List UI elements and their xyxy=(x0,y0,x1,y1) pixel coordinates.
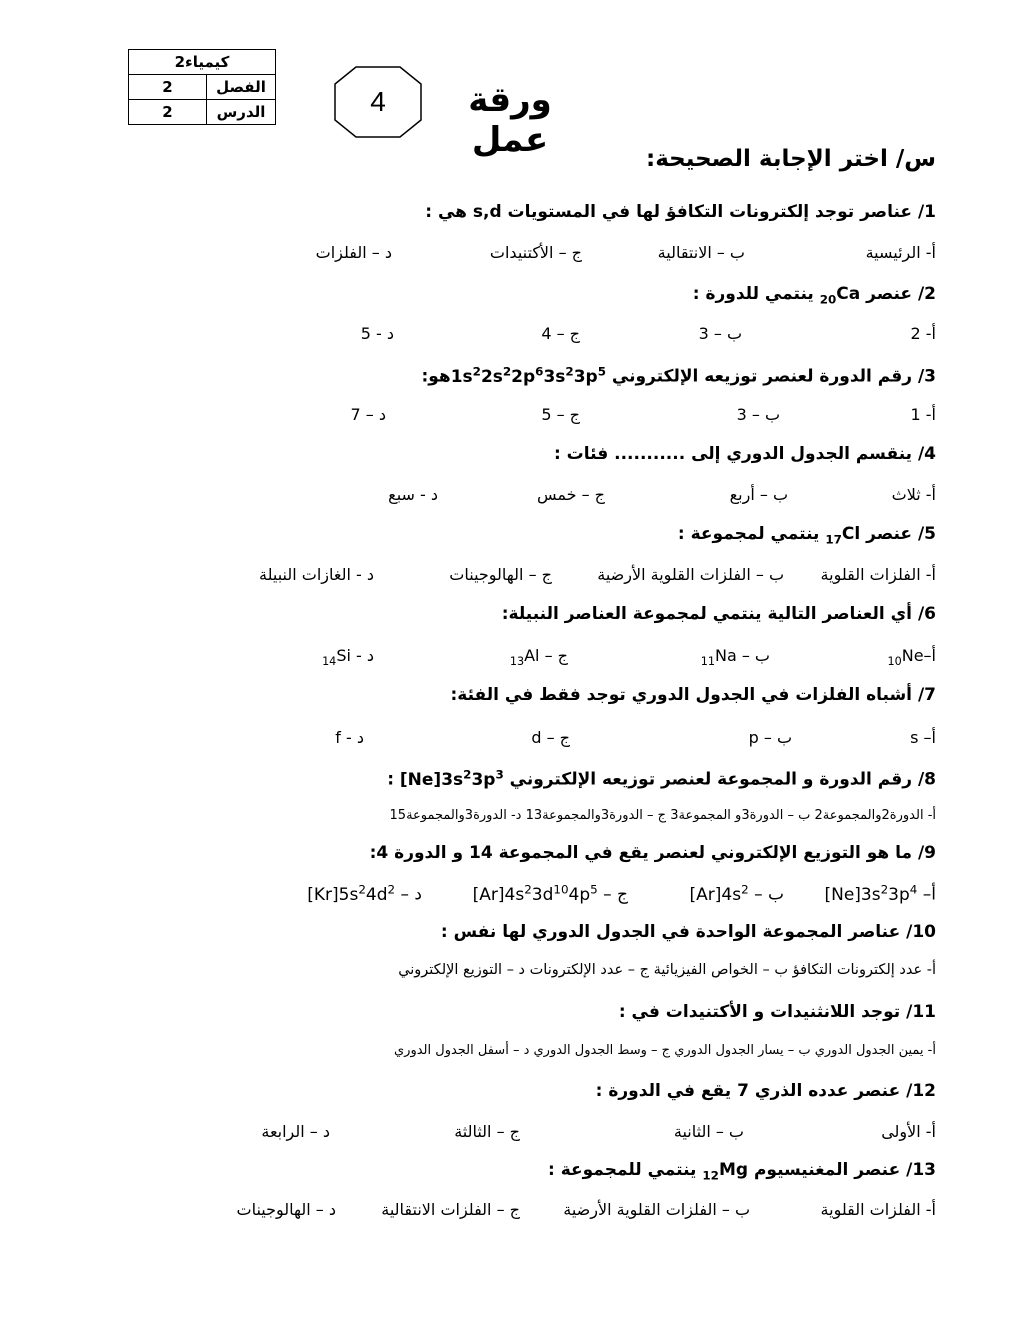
question-4 xyxy=(554,444,936,464)
q9-option-d: د – $[Kr]5s^24d^2$ xyxy=(307,882,422,905)
question-number: 11/ xyxy=(906,1002,936,1022)
question-text-before: رقم الدورة لعنصر توزيعه الإلكتروني xyxy=(605,366,913,387)
question-text: عنصر عدده الذري 7 يقع في الدورة : xyxy=(595,1081,901,1101)
q1-option-a: أ- الرئيسية xyxy=(865,243,936,262)
question-text: أشباه الفلزات في الجدول الدوري توجد فقط في الفئة: xyxy=(450,685,913,705)
question-7 xyxy=(450,685,936,705)
q2-option-d: د - 5 xyxy=(360,324,394,343)
question-8 xyxy=(387,767,936,790)
q11-options: أ- يمين الجدول الدوري ب – يسار الجدول الدوري ج – وسط الجدول الدوري د – أسفل الجدول الدوري xyxy=(393,1043,936,1058)
sheet-number: 4 xyxy=(370,86,386,117)
q12-option-b: ب – الثانية xyxy=(673,1122,744,1141)
question-number: 2/ xyxy=(917,284,936,304)
question-number: 12/ xyxy=(906,1081,936,1101)
question-text-after: هو: xyxy=(421,366,451,387)
chapter-label: الفصل xyxy=(207,75,276,100)
section-heading: س/ اختر الإجابة الصحيحة: xyxy=(646,146,936,172)
question-6 xyxy=(502,604,936,624)
q7-option-c: ج – d xyxy=(531,728,570,747)
question-text-after: ينتمي لمجموعة : xyxy=(677,524,820,544)
q5-option-b: ب – الفلزات القلوية الأرضية xyxy=(597,565,784,584)
q9-option-b: ب – $[Ar]4s^2$ xyxy=(689,882,784,905)
question-text-before: عنصر xyxy=(860,524,913,544)
q5-option-d: د - الغازات النبيلة xyxy=(259,565,374,584)
question-number: 7/ xyxy=(917,685,936,705)
q4-option-b: ب – أربع xyxy=(729,485,788,504)
question-number: 10/ xyxy=(906,922,936,942)
question-number: 8/ xyxy=(917,769,936,790)
electron-config: $[Ne]3s^23p^3$ xyxy=(399,767,504,790)
element-symbol: $_{20}$Ca xyxy=(819,284,861,307)
q5-option-a: أ- الفلزات القلوية xyxy=(820,565,936,584)
q5-option-c: ج – الهالوجينات xyxy=(449,565,552,584)
lesson-value: 2 xyxy=(129,100,207,125)
question-11 xyxy=(619,1002,936,1022)
question-text-before: رقم الدورة و المجموعة لعنصر توزيعه الإلكتروني xyxy=(503,769,913,790)
question-12 xyxy=(596,1081,936,1101)
q10-options: أ- عدد إلكترونات التكافؤ ب – الخواص الفيزيائية ج – عدد الإلكترونات د – التوزيع الإلكتروني xyxy=(398,962,936,978)
electron-config: $1s^22s^22p^63s^23p^5$ xyxy=(450,364,606,387)
subject-cell: كيمياء2 xyxy=(129,50,276,75)
question-text-before: عنصر xyxy=(860,284,913,304)
q3-option-c: ج – 5 xyxy=(541,405,580,424)
element-symbol: $_{17}$Cl xyxy=(825,524,861,547)
q7-option-a: أ– s xyxy=(910,728,936,747)
question-1 xyxy=(425,202,936,222)
element-symbol: $_{12}$Mg xyxy=(702,1160,749,1183)
q12-option-a: أ- الأولى xyxy=(881,1122,936,1141)
q7-option-d: د - f xyxy=(335,728,364,747)
q6-option-a: $أ-_{10}Ne$ xyxy=(887,646,936,669)
question-number: 9/ xyxy=(917,843,936,863)
question-text: عناصر المجموعة الواحدة في الجدول الدوري لها نفس : xyxy=(440,922,901,942)
question-13 xyxy=(548,1160,936,1182)
q4-option-c: ج – خمس xyxy=(536,485,605,504)
q1-option-b: ب – الانتقالية xyxy=(657,243,745,262)
question-number: 1/ xyxy=(917,202,936,222)
q2-option-b: ب – 3 xyxy=(698,324,742,343)
question-number: 5/ xyxy=(917,524,936,544)
q1-option-d: د – الفلزات xyxy=(315,243,392,262)
q2-option-a: أ- 2 xyxy=(910,324,936,343)
q13-option-c: ج – الفلزات الانتقالية xyxy=(381,1200,520,1219)
question-3 xyxy=(421,364,936,387)
question-9 xyxy=(370,843,936,863)
question-text-after: ينتمي للمجموعة : xyxy=(548,1160,697,1180)
chapter-value: 2 xyxy=(129,75,207,100)
q6-option-d: د - $_{14}$Si xyxy=(322,646,374,669)
question-text-before: عنصر المغنيسيوم xyxy=(748,1160,901,1180)
q3-option-d: د – 7 xyxy=(350,405,386,424)
q3-option-b: ب – 3 xyxy=(736,405,780,424)
sheet-title: ورقة عمل xyxy=(468,80,552,160)
q2-option-c: ج – 4 xyxy=(541,324,580,343)
question-text-after: : xyxy=(387,769,400,790)
q4-option-d: د - سبع xyxy=(388,485,438,504)
header-info-table xyxy=(128,49,276,125)
q6-option-b: ب – $_{11}$Na xyxy=(700,646,770,669)
q7-option-b: ب – p xyxy=(748,728,792,747)
q9-option-a: أ– $[Ne]3s^23p^4$ xyxy=(824,882,936,905)
question-number: 4/ xyxy=(917,444,936,464)
question-number: 3/ xyxy=(917,366,936,387)
question-text: ما هو التوزيع الإلكتروني لعنصر يقع في المجموعة 14 و الدورة 4: xyxy=(369,843,913,863)
question-2 xyxy=(693,284,936,306)
q6-option-c: ج – $_{13}$Al xyxy=(509,646,568,669)
question-text: عناصر توجد إلكترونات التكافؤ لها في المستويات s,d هي : xyxy=(425,202,913,222)
question-number: 6/ xyxy=(917,604,936,624)
q3-option-a: أ- 1 xyxy=(910,405,936,424)
q1-option-c: ج – الأكتنيدات xyxy=(489,243,582,262)
question-text-after: ينتمي للدورة : xyxy=(692,284,814,304)
q13-option-a: أ- الفلزات القلوية xyxy=(820,1200,936,1219)
q8-options: أ- الدورة2والمجموعة2 ب – الدورة3و المجموعة3 ج – الدورة3والمجموعة13 د- الدورة3والمجموعة15 xyxy=(389,808,936,823)
q4-option-a: أ- ثلاث xyxy=(891,485,936,504)
question-text: أي العناصر التالية ينتمي لمجموعة العناصر النبيلة: xyxy=(501,604,913,624)
q13-option-b: ب – الفلزات القلوية الأرضية xyxy=(563,1200,750,1219)
q12-option-d: د – الرابعة xyxy=(261,1122,330,1141)
question-10 xyxy=(441,922,936,942)
question-5 xyxy=(678,524,936,546)
question-number: 13/ xyxy=(906,1160,936,1180)
question-text: ينقسم الجدول الدوري إلى ........... فئات : xyxy=(553,444,913,464)
lesson-label: الدرس xyxy=(207,100,276,125)
question-text: توجد اللانثنيدات و الأكتنيدات في : xyxy=(618,1002,901,1022)
q12-option-c: ج – الثالثة xyxy=(454,1122,520,1141)
q13-option-d: د – الهالوجينات xyxy=(236,1200,336,1219)
q9-option-c: ج – $[Ar]4s^23d^{10}4p^5$ xyxy=(472,882,628,905)
